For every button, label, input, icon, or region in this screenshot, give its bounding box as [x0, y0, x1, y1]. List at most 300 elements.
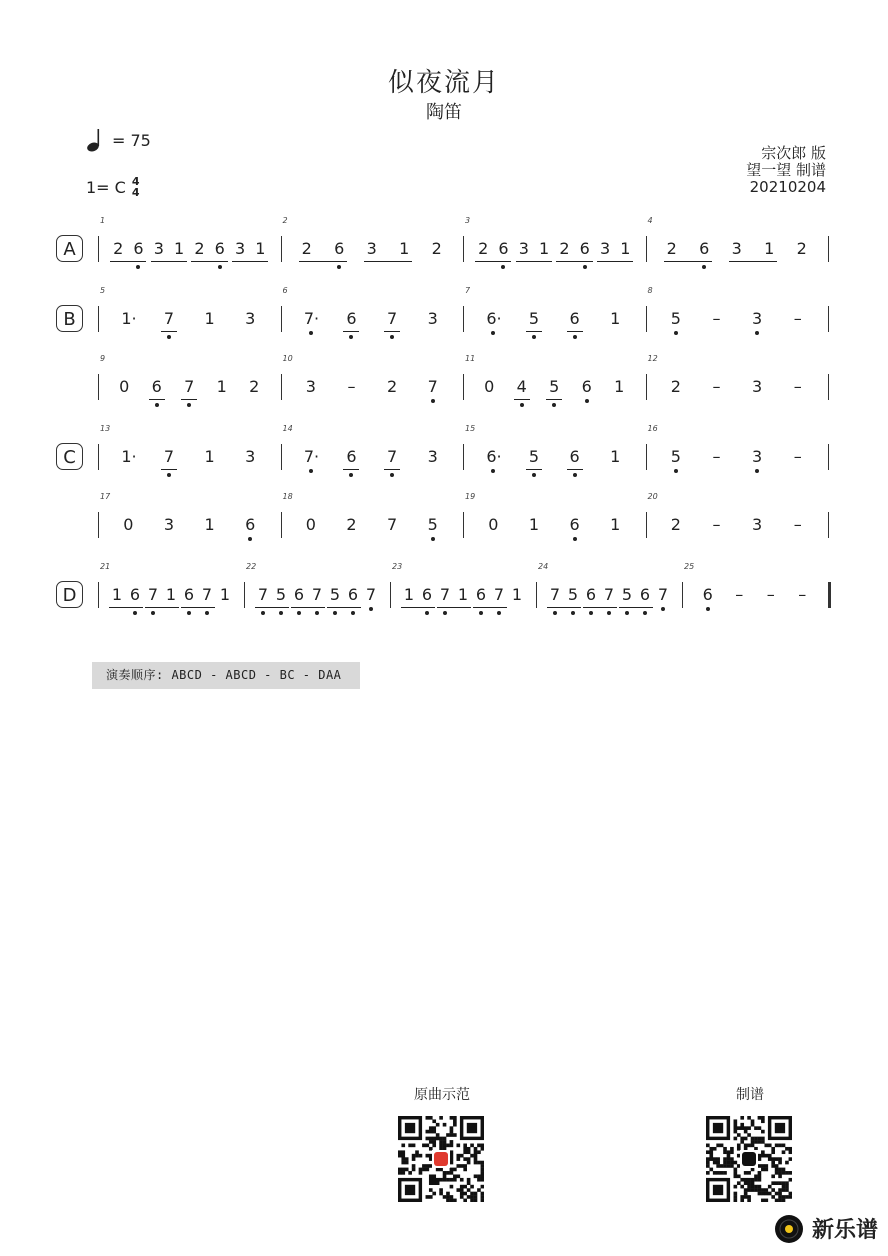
note: 5	[328, 585, 342, 604]
beam-underline	[597, 261, 633, 262]
lower-octave-dot	[552, 403, 556, 407]
measure-number: 19	[465, 492, 476, 501]
note: 5	[620, 585, 634, 604]
lower-octave-dot	[279, 611, 283, 615]
note: 6	[332, 239, 346, 258]
beam-underline	[664, 261, 713, 262]
vinyl-record-icon	[774, 1214, 804, 1244]
barline	[98, 306, 99, 332]
note: 6·	[486, 309, 500, 328]
lower-octave-dot	[491, 331, 495, 335]
note: 2	[386, 377, 398, 396]
barline	[98, 236, 99, 262]
beam-underline	[384, 331, 400, 332]
beam-underline	[516, 261, 552, 262]
measure-number: 14	[282, 424, 293, 433]
note: 6	[131, 239, 145, 258]
note: 1	[539, 239, 550, 258]
note: 5	[669, 447, 683, 466]
lower-octave-dot	[151, 611, 155, 615]
lower-octave-dot	[573, 473, 577, 477]
score-system	[56, 286, 836, 352]
note: 1	[511, 585, 523, 604]
tempo-value: = 75	[112, 130, 151, 150]
beam-underline	[437, 607, 471, 608]
barline	[281, 374, 282, 400]
note: 2	[346, 515, 357, 534]
barline	[463, 236, 464, 262]
score-system	[56, 492, 836, 558]
note: 7	[385, 447, 399, 466]
note: 6	[292, 585, 306, 604]
beam-underline	[547, 607, 581, 608]
barline	[281, 306, 282, 332]
qr-code-right-icon[interactable]	[706, 1116, 792, 1202]
note: 6	[182, 585, 196, 604]
lower-octave-dot	[553, 611, 557, 615]
measure-number: 4	[647, 216, 653, 225]
beam-underline	[729, 261, 778, 262]
score-system	[56, 216, 836, 282]
note: 0	[305, 515, 316, 534]
lower-octave-dot	[369, 607, 373, 611]
note: 0	[488, 515, 499, 534]
note: 6	[638, 585, 652, 604]
lower-octave-dot	[333, 611, 337, 615]
time-signature-bottom: 4	[131, 186, 140, 199]
measure-number: 2	[282, 216, 288, 225]
lower-octave-dot	[136, 265, 140, 269]
lower-octave-dot	[479, 611, 483, 615]
lower-octave-dot	[589, 611, 593, 615]
note: 1	[403, 585, 415, 604]
note: 6	[568, 447, 582, 466]
note: 7·	[304, 447, 318, 466]
beam-underline	[343, 469, 359, 470]
lower-octave-dot	[425, 611, 429, 615]
measure-number: 11	[465, 354, 476, 363]
qr-right-label: 制谱	[736, 1087, 764, 1103]
beam-underline	[546, 399, 562, 400]
beam-underline	[110, 261, 146, 262]
note: 6	[344, 447, 358, 466]
lower-octave-dot	[390, 473, 394, 477]
note: 3	[751, 377, 763, 396]
note: 1	[610, 447, 621, 466]
note: 3	[751, 515, 763, 534]
beam-underline	[473, 607, 507, 608]
note: 6	[128, 585, 142, 604]
lower-octave-dot	[497, 611, 501, 615]
note: 5	[527, 447, 541, 466]
note: 3	[599, 239, 611, 258]
section-marker-d: D	[56, 581, 83, 608]
lower-octave-dot	[532, 473, 536, 477]
note: 7	[200, 585, 214, 604]
quarter-note-icon	[86, 128, 104, 152]
note: –	[793, 309, 802, 328]
lower-octave-dot	[205, 611, 209, 615]
lower-octave-dot	[187, 611, 191, 615]
note: 1	[204, 447, 215, 466]
measure-number: 10	[282, 354, 293, 363]
lower-octave-dot	[155, 403, 159, 407]
section-marker-a: A	[56, 235, 83, 262]
note: 6	[701, 585, 715, 604]
note: 3	[305, 377, 316, 396]
measure-number: 12	[647, 354, 658, 363]
barline	[463, 512, 464, 538]
measure-number: 6	[282, 286, 288, 295]
note: 1·	[121, 447, 137, 466]
site-logo[interactable]	[774, 1213, 878, 1244]
lower-octave-dot	[706, 607, 710, 611]
note: 6	[697, 239, 711, 258]
lower-octave-dot	[431, 537, 435, 541]
lower-octave-dot	[625, 611, 629, 615]
lower-octave-dot	[167, 473, 171, 477]
note: 7	[182, 377, 196, 396]
barline	[682, 582, 683, 608]
note: 2	[670, 377, 681, 396]
note: 2	[113, 239, 124, 258]
measure-number: 20	[647, 492, 658, 501]
note: 3	[245, 309, 256, 328]
note: 1	[174, 239, 185, 258]
barline	[828, 306, 829, 332]
beam-underline	[299, 261, 348, 262]
note: 5	[274, 585, 288, 604]
measure-number: 16	[647, 424, 658, 433]
lower-octave-dot	[315, 611, 319, 615]
barline	[463, 374, 464, 400]
credit-version: 宗次郎 版	[761, 144, 826, 162]
note: –	[712, 377, 721, 396]
note: 6	[150, 377, 164, 396]
note: 1·	[121, 309, 137, 328]
measure-number: 7	[465, 286, 471, 295]
note: 1	[255, 239, 266, 258]
note: 7	[548, 585, 562, 604]
barline	[828, 374, 829, 400]
note: –	[793, 377, 802, 396]
note: 1	[610, 309, 621, 328]
qr-left-label: 原曲示范	[414, 1087, 470, 1103]
barline	[646, 306, 647, 332]
note: 7	[438, 585, 452, 604]
lower-octave-dot	[261, 611, 265, 615]
beam-underline	[567, 469, 583, 470]
beam-underline	[475, 261, 511, 262]
note: 0	[123, 515, 134, 534]
note: 3	[366, 239, 377, 258]
barline	[281, 444, 282, 470]
lower-octave-dot	[573, 537, 577, 541]
note: 6·	[486, 447, 500, 466]
lower-octave-dot	[702, 265, 706, 269]
beam-underline	[526, 469, 542, 470]
note: 7	[385, 309, 399, 328]
note: 1	[399, 239, 410, 258]
note: 1	[204, 515, 215, 534]
note: 3	[750, 447, 764, 466]
note: –	[735, 585, 744, 604]
beam-underline	[384, 469, 400, 470]
note: 7	[162, 447, 176, 466]
barline	[281, 512, 282, 538]
note: 2	[249, 377, 260, 396]
note: –	[793, 447, 802, 466]
note: –	[712, 447, 721, 466]
lower-octave-dot	[583, 265, 587, 269]
beam-underline	[191, 261, 227, 262]
note: –	[793, 515, 802, 534]
lower-octave-dot	[167, 335, 171, 339]
beam-underline	[291, 607, 325, 608]
measure-number: 9	[100, 354, 106, 363]
note: 6	[568, 515, 582, 534]
qr-code-left-icon[interactable]	[398, 1116, 484, 1202]
measure-number: 17	[100, 492, 111, 501]
note: 6	[584, 585, 598, 604]
beam-underline	[151, 261, 187, 262]
note: 1	[219, 585, 231, 604]
credits	[746, 145, 826, 196]
note: 2	[559, 239, 570, 258]
note: 2	[301, 239, 312, 258]
barline	[98, 374, 99, 400]
credit-arranger: 望一望 制谱	[746, 161, 826, 179]
note: –	[766, 585, 775, 604]
lower-octave-dot	[643, 611, 647, 615]
final-barline	[828, 582, 831, 608]
barline	[646, 374, 647, 400]
page-title: 似夜流月	[387, 68, 500, 98]
note: –	[798, 585, 807, 604]
note: 6	[568, 309, 582, 328]
barline	[463, 306, 464, 332]
measure-number: 1	[100, 216, 106, 225]
instrument-subtitle: 陶笛	[426, 102, 462, 123]
note: 5	[527, 309, 541, 328]
barline	[98, 582, 99, 608]
lower-octave-dot	[443, 611, 447, 615]
lower-octave-dot	[337, 265, 341, 269]
note: 2	[478, 239, 489, 258]
note: 3	[518, 239, 529, 258]
note: 7	[256, 585, 270, 604]
beam-underline	[343, 331, 359, 332]
note: 1	[204, 309, 215, 328]
barline	[646, 512, 647, 538]
tempo-marking	[86, 128, 151, 152]
note: 1	[216, 377, 227, 396]
beam-underline	[109, 607, 143, 608]
key-signature	[86, 176, 140, 198]
note: 3	[245, 447, 256, 466]
measure-number: 8	[647, 286, 653, 295]
note: 2	[670, 515, 681, 534]
measure-number: 15	[465, 424, 476, 433]
beam-underline	[232, 261, 268, 262]
note: 6	[580, 377, 594, 396]
beam-underline	[145, 607, 179, 608]
lower-octave-dot	[520, 403, 524, 407]
qr-right-block	[700, 1084, 800, 1206]
beam-underline	[526, 331, 542, 332]
note: 3	[163, 515, 175, 534]
measure-number: 24	[538, 562, 549, 571]
lower-octave-dot	[349, 335, 353, 339]
beam-underline	[556, 261, 592, 262]
beam-underline	[327, 607, 361, 608]
lower-octave-dot	[573, 335, 577, 339]
note: 3	[234, 239, 246, 258]
note: 7	[656, 585, 670, 604]
note: –	[347, 377, 356, 396]
measure-number: 22	[246, 562, 257, 571]
note: 6	[474, 585, 488, 604]
note: 1	[620, 239, 631, 258]
measure-number: 23	[392, 562, 403, 571]
beam-underline	[181, 607, 215, 608]
lower-octave-dot	[674, 469, 678, 473]
note: 3	[731, 239, 742, 258]
note: 2	[796, 239, 807, 258]
lower-octave-dot	[248, 537, 252, 541]
lower-octave-dot	[607, 611, 611, 615]
note: 6	[346, 585, 360, 604]
measure-number: 18	[282, 492, 293, 501]
note: 1	[610, 515, 621, 534]
beam-underline	[401, 607, 435, 608]
note: 7	[310, 585, 324, 604]
lower-octave-dot	[349, 473, 353, 477]
lower-octave-dot	[661, 607, 665, 611]
note: 6	[420, 585, 434, 604]
score-system	[56, 562, 836, 628]
beam-underline	[255, 607, 289, 608]
note: 1	[457, 585, 469, 604]
note: –	[712, 309, 721, 328]
beam-underline	[514, 399, 530, 400]
note: 7	[426, 377, 440, 396]
note: 6	[344, 309, 358, 328]
lower-octave-dot	[187, 403, 191, 407]
score-system	[56, 424, 836, 490]
note: 1	[111, 585, 123, 604]
measure-number: 25	[684, 562, 695, 571]
beam-underline	[149, 399, 165, 400]
beam-underline	[619, 607, 653, 608]
lower-octave-dot	[351, 611, 355, 615]
lower-octave-dot	[431, 399, 435, 403]
note: 1	[764, 239, 775, 258]
note: 7	[602, 585, 616, 604]
key-label: 1= C	[86, 177, 126, 197]
note: 2	[431, 239, 442, 258]
barline	[463, 444, 464, 470]
barline	[244, 582, 245, 608]
note: 7·	[304, 309, 318, 328]
qr-left-block	[392, 1084, 492, 1206]
lower-octave-dot	[571, 611, 575, 615]
lower-octave-dot	[218, 265, 222, 269]
measure-number: 3	[465, 216, 471, 225]
beam-underline	[583, 607, 617, 608]
note: 1	[528, 515, 540, 534]
lower-octave-dot	[309, 469, 313, 473]
note: 7	[364, 585, 378, 604]
barline	[646, 236, 647, 262]
section-marker-b: B	[56, 305, 83, 332]
beam-underline	[364, 261, 413, 262]
credit-date: 20210204	[749, 178, 826, 196]
note: 1	[614, 377, 625, 396]
note: 3	[750, 309, 764, 328]
note: 0	[484, 377, 495, 396]
note: 5	[426, 515, 440, 534]
lower-octave-dot	[585, 399, 589, 403]
beam-underline	[567, 331, 583, 332]
note: 0	[119, 377, 130, 396]
measure-number: 5	[100, 286, 106, 295]
barline	[828, 236, 829, 262]
barline	[281, 236, 282, 262]
lower-octave-dot	[297, 611, 301, 615]
beam-underline	[181, 399, 197, 400]
logo-text: 新乐谱	[811, 1218, 878, 1243]
note: 7	[146, 585, 160, 604]
time-signature-top: 4	[131, 175, 140, 188]
barline	[536, 582, 537, 608]
lower-octave-dot	[390, 335, 394, 339]
lower-octave-dot	[133, 611, 137, 615]
barline	[98, 444, 99, 470]
note: 5	[669, 309, 683, 328]
time-signature	[132, 176, 140, 198]
note: 2	[194, 239, 205, 258]
note: 6	[578, 239, 592, 258]
note: 7	[162, 309, 176, 328]
barline	[828, 444, 829, 470]
note: 6	[496, 239, 510, 258]
lower-octave-dot	[532, 335, 536, 339]
lower-octave-dot	[491, 469, 495, 473]
note: 6	[243, 515, 257, 534]
note: 6	[213, 239, 227, 258]
barline	[98, 512, 99, 538]
note: 3	[427, 309, 438, 328]
measure-number: 21	[100, 562, 111, 571]
beam-underline	[161, 469, 177, 470]
barline	[390, 582, 391, 608]
note: 3	[427, 447, 438, 466]
note: 4	[515, 377, 529, 396]
beam-underline	[161, 331, 177, 332]
note: 5	[566, 585, 580, 604]
note: 7	[386, 515, 398, 534]
note: 1	[165, 585, 177, 604]
note: 2	[666, 239, 677, 258]
barline	[646, 444, 647, 470]
lower-octave-dot	[674, 331, 678, 335]
barline	[828, 512, 829, 538]
score-system	[56, 354, 836, 420]
note: –	[712, 515, 721, 534]
measure-number: 13	[100, 424, 111, 433]
lower-octave-dot	[501, 265, 505, 269]
